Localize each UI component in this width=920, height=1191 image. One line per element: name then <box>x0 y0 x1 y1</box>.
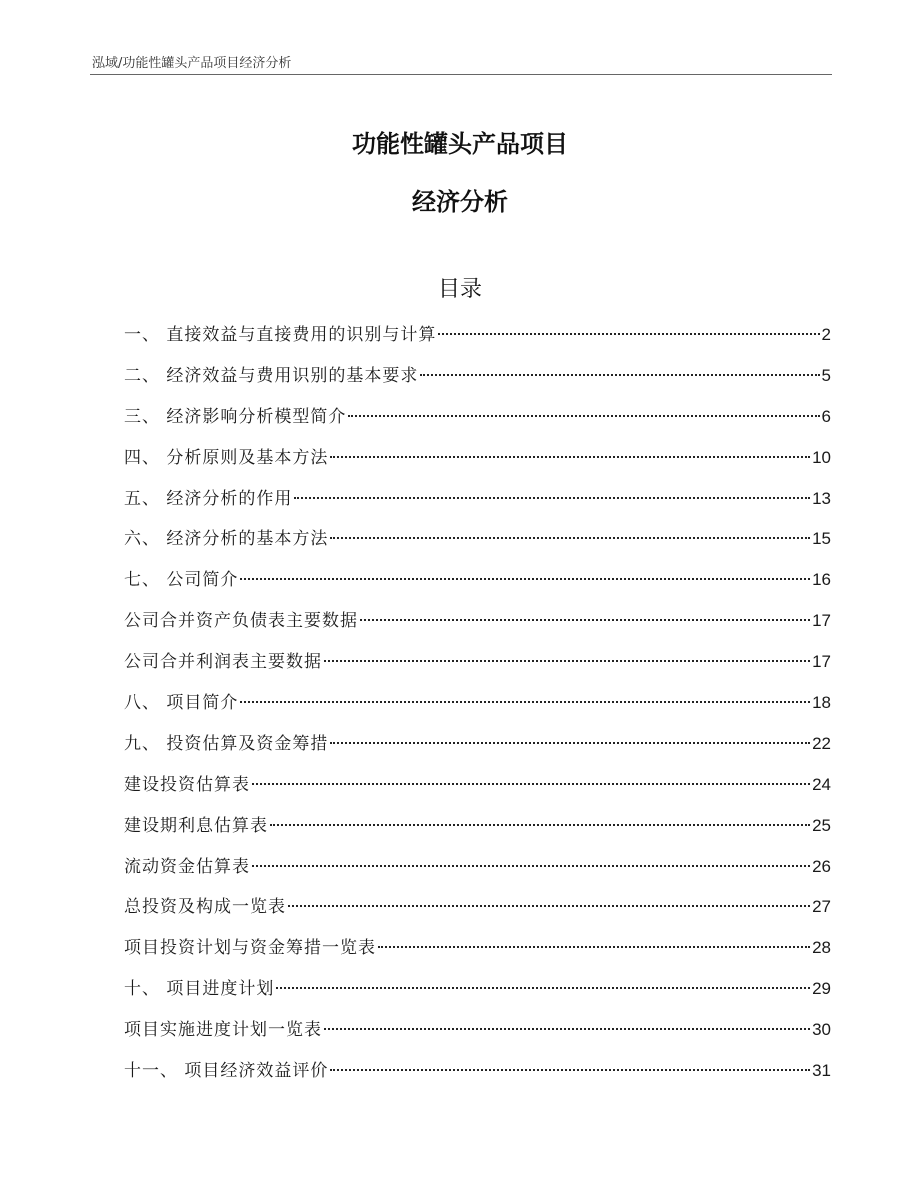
toc-leader-dots <box>240 701 810 703</box>
toc-entry[interactable] <box>124 894 831 935</box>
toc-entry[interactable] <box>124 935 831 976</box>
toc-entry-label: 十、 项目进度计划 <box>124 979 275 1000</box>
toc-entry-label: 一、 直接效益与直接费用的识别与计算 <box>124 325 437 345</box>
toc-entry[interactable] <box>124 649 831 690</box>
toc-entry[interactable] <box>124 731 831 772</box>
toc-entry[interactable] <box>124 363 831 404</box>
toc-entry-label: 六、 经济分析的基本方法 <box>124 529 329 550</box>
toc-entry[interactable] <box>124 567 831 608</box>
toc-entry[interactable] <box>124 404 831 445</box>
header-rule <box>90 74 832 75</box>
toc-entry-page: 15 <box>812 529 831 549</box>
toc-entry-label: 流动资金估算表 <box>124 856 250 877</box>
toc-entry-label: 建设投资估算表 <box>124 774 250 795</box>
toc-entry-page: 29 <box>812 979 831 999</box>
toc-entry-label: 九、 投资估算及资金筹措 <box>124 733 329 754</box>
toc-leader-dots <box>330 742 810 744</box>
toc-entry-label: 公司合并资产负债表主要数据 <box>124 611 358 632</box>
toc-entry-page: 6 <box>821 406 831 426</box>
toc-entry[interactable] <box>124 1017 831 1058</box>
toc-entry[interactable] <box>124 813 831 854</box>
toc-entry-page: 16 <box>812 570 831 590</box>
toc-leader-dots <box>420 374 819 376</box>
toc-entry[interactable] <box>124 322 831 363</box>
toc-entry-label: 四、 分析原则及基本方法 <box>124 447 329 468</box>
toc-entry[interactable] <box>124 690 831 731</box>
toc-leader-dots <box>288 905 810 907</box>
toc-entry-page: 25 <box>812 815 831 835</box>
toc-entry[interactable] <box>124 486 831 527</box>
toc-leader-dots <box>294 497 810 499</box>
toc-entry-page: 5 <box>821 365 831 385</box>
running-header: 泓域/功能性罐头产品项目经济分析 <box>92 56 292 71</box>
toc-entry-page: 2 <box>821 325 831 344</box>
toc-leader-dots <box>330 537 810 539</box>
toc-entry-page: 24 <box>812 774 831 794</box>
toc-entry[interactable] <box>124 526 831 567</box>
toc-leader-dots <box>324 1028 810 1030</box>
toc-entry-label: 三、 经济影响分析模型简介 <box>124 406 347 427</box>
toc-leader-dots <box>378 946 810 948</box>
document-title-line1: 功能性罐头产品项目 <box>352 130 568 158</box>
table-of-contents <box>124 322 831 1099</box>
toc-entry-label: 二、 经济效益与费用识别的基本要求 <box>124 365 419 386</box>
toc-leader-dots <box>438 333 819 335</box>
toc-entry[interactable] <box>124 1058 831 1099</box>
toc-entry-label: 八、 项目简介 <box>124 693 239 714</box>
toc-entry-page: 31 <box>812 1061 831 1081</box>
document-title-line2: 经济分析 <box>412 188 508 216</box>
toc-entry[interactable] <box>124 445 831 486</box>
toc-entry-label: 五、 经济分析的作用 <box>124 488 293 509</box>
toc-entry-label: 总投资及构成一览表 <box>124 897 286 918</box>
toc-entry-page: 28 <box>812 938 831 958</box>
toc-heading: 目录 <box>437 277 482 302</box>
toc-leader-dots <box>348 415 819 417</box>
toc-entry[interactable] <box>124 608 831 649</box>
toc-entry-page: 17 <box>812 611 831 631</box>
toc-entry-label: 项目投资计划与资金筹措一览表 <box>124 938 376 959</box>
toc-leader-dots <box>276 987 810 989</box>
toc-entry[interactable] <box>124 976 831 1017</box>
toc-entry-page: 13 <box>812 488 831 508</box>
toc-leader-dots <box>270 824 810 826</box>
toc-entry-page: 17 <box>812 652 831 672</box>
toc-leader-dots <box>330 1069 810 1071</box>
toc-entry-label: 项目实施进度计划一览表 <box>124 1020 322 1041</box>
toc-entry-label: 公司合并利润表主要数据 <box>124 652 322 673</box>
toc-entry[interactable] <box>124 854 831 895</box>
toc-entry-page: 10 <box>812 447 831 467</box>
toc-leader-dots <box>240 578 810 580</box>
toc-entry-label: 十一、 项目经济效益评价 <box>124 1061 329 1082</box>
toc-entry-page: 22 <box>812 733 831 753</box>
toc-leader-dots <box>360 619 810 621</box>
toc-entry-page: 26 <box>812 856 831 876</box>
toc-entry-page: 18 <box>812 693 831 713</box>
toc-entry-page: 30 <box>812 1020 831 1040</box>
toc-entry-label: 建设期利息估算表 <box>124 815 268 836</box>
toc-entry[interactable] <box>124 772 831 813</box>
toc-entry-page: 27 <box>812 897 831 917</box>
toc-leader-dots <box>252 783 810 785</box>
toc-leader-dots <box>252 865 810 867</box>
toc-leader-dots <box>324 660 810 662</box>
toc-entry-label: 七、 公司简介 <box>124 570 239 591</box>
toc-leader-dots <box>330 456 810 458</box>
